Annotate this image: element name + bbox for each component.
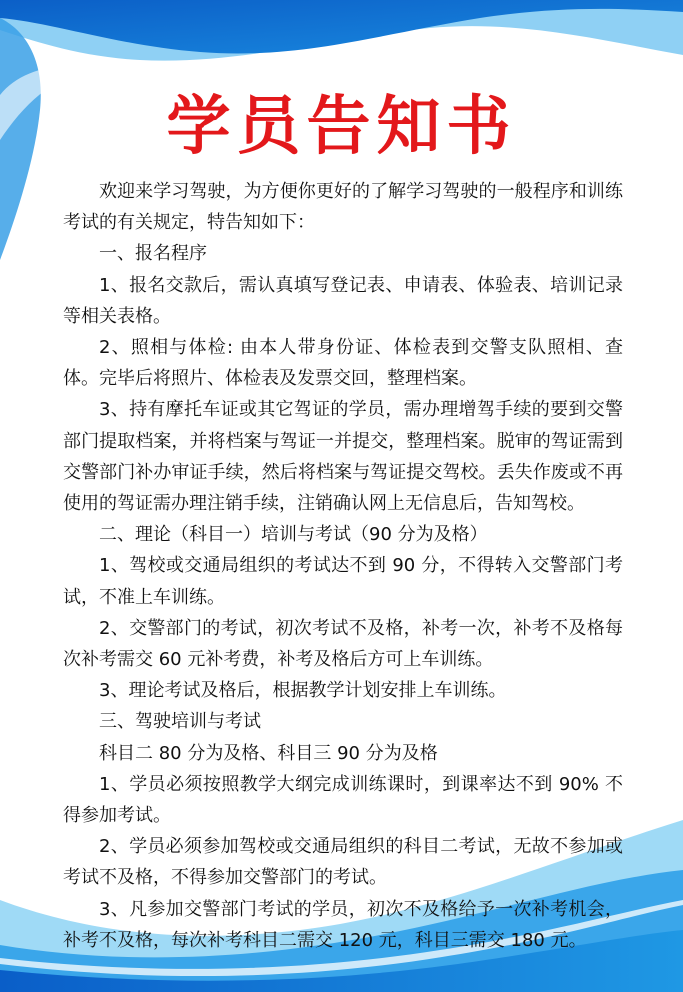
section-1-item: 3、持有摩托车证或其它驾证的学员，需办理增驾手续的要到交警部门提取档案，并将档案与驾证一并提交，整理档案。脱审的驾证需到交警部门补办审证手续，然后将档案与驾证提交驾校。丢失作废或不再使用的驾证需办理注销手续，注销确认网上无信息后，告知驾校。: [63, 399, 623, 515]
section-3-subheading: 科目二 80 分为及格、科目三 90 分为及格: [99, 742, 438, 764]
section-2-item: 2、交警部门的考试，初次考试不及格，补考一次，补考不及格每次补考需交 60 元补考费，补考及格后方可上车训练。: [63, 617, 623, 671]
section-2-item: 3、理论考试及格后，根据教学计划安排上车训练。: [99, 680, 507, 702]
section-1-item: 1、报名交款后，需认真填写登记表、申请表、体验表、培训记录等相关表格。: [63, 274, 623, 327]
section-3-item: 3、凡参加交警部门考试的学员，初次不及格给予一次补考机会，补考不及格，每次补考科目二需交 120 元，科目三需交 180 元。: [63, 898, 623, 951]
section-3-heading: 三、驾驶培训与考试: [99, 711, 261, 733]
page-title: 学员告知书: [166, 89, 517, 164]
intro-paragraph: 欢迎来学习驾驶，为方便你更好的了解学习驾驶的一般程序和训练考试的有关规定，特告知如下：: [63, 181, 623, 234]
section-1-item: 2、照相与体检: 由本人带身份证、体检表到交警支队照相、查体。完毕后将照片、体检表及发票交回，整理档案。: [63, 337, 623, 390]
notice-body: [63, 176, 623, 956]
section-3-item: 2、学员必须参加驾校或交通局组织的科目二考试，无故不参加或考试不及格，不得参加交警部门的考试。: [63, 836, 623, 889]
section-2-item: 1、驾校或交通局组织的考试达不到 90 分，不得转入交警部门考试，不准上车训练。: [63, 555, 623, 608]
section-2-heading: 二、理论（科目一）培训与考试（90 分为及格）: [99, 524, 488, 546]
section-3-item: 1、学员必须按照教学大纲完成训练课时，到课率达不到 90% 不得参加考试。: [63, 773, 623, 827]
section-1-heading: 一、报名程序: [99, 243, 207, 265]
